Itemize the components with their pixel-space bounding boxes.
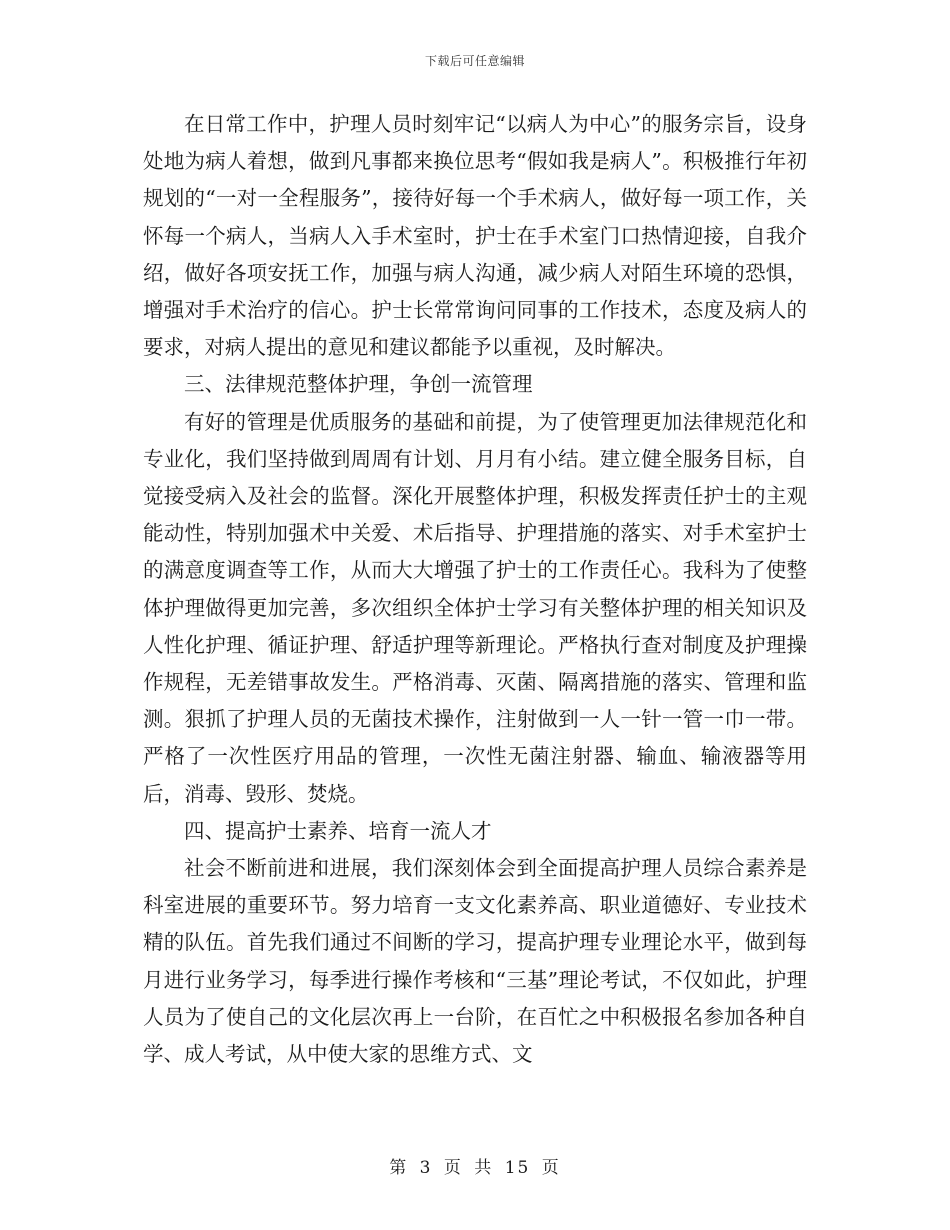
page-header-note: 下载后可任意编辑 xyxy=(424,54,525,68)
page-number: 第 3 页 共 15 页 xyxy=(389,1158,561,1178)
paragraph-management: 有好的管理是优质服务的基础和前提，为了使管理更加法律规范化和专业化，我们坚持做到周周有计划、月月有小结。建立健全服务目标，自觉接受病入及社会的监督。深化开展整体护理，积极发挥责任护士的主观能动性，特别加强术中关爱、术后指导、护理措施的落实、对手术室护士的满意度调查等工作，从而大大增强了护士的工作责任心。我科为了使整体护理做得更加完善，多次组织全体护士学习有关整体护理的相关知识及人性化护理、循证护理、舒适护理等新理论。严格执行查对制度及护理操作规程，无差错事故发生。严格消毒、灭菌、隔离措施的落实、管理和监测。狠抓了护理人员的无菌技术操作，注射做到一人一针一管一巾一带。严格了一次性医疗用品的管理，一次性无菌注射器、输血、输液器等用后，消毒、毁形、焚烧。 xyxy=(143,409,807,806)
section-heading-4: 四、提高护士素养、培育一流人才 xyxy=(184,818,492,843)
paragraph-training: 社会不断前进和进展，我们深刻体会到全面提高护理人员综合素养是科室进展的重要环节。努力培育一支文化素养高、职业道德好、专业技术精的队伍。首先我们通过不间断的学习，提高护理专业理论水平，做到每月进行业务学习，每季进行操作考核和“三基”理论考试，不仅如此，护理人员为了使自己的文化层次再上一台阶，在百忙之中积极报名参加各种自学、成人考试，从中使大家的思维方式、文 xyxy=(143,856,807,1067)
document-body xyxy=(143,106,807,1073)
paragraph-service-purpose: 在日常工作中，护理人员时刻牢记“以病人为中心”的服务宗旨，设身处地为病人着想，做到凡事都来换位思考“假如我是病人”。积极推行年初规划的“一对一全程服务”，接待好每一个手术病人，做好每一项工作，关怀每一个病人，当病人入手术室时，护士在手术室门口热情迎接，自我介绍，做好各项安抚工作，加强与病人沟通，减少病人对陌生环境的恐惧，增强对手术治疗的信心。护士长常常询问同事的工作技术，态度及病人的要求，对病人提出的意见和建议都能予以重视，及时解决。 xyxy=(143,112,807,360)
section-heading-3: 三、法律规范整体护理，争创一流管理 xyxy=(184,372,533,397)
